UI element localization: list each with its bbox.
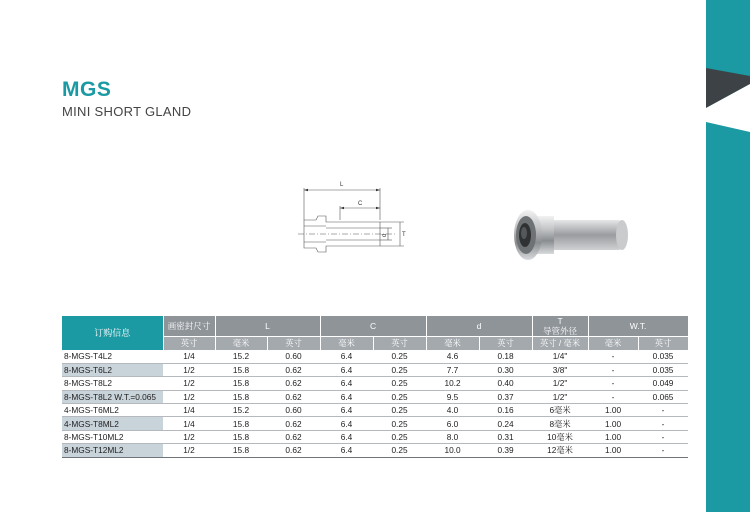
table-row: [62, 403, 688, 416]
dim-label-C: C: [358, 201, 363, 207]
table-cell: 3/8": [532, 363, 588, 376]
table-cell: 0.25: [373, 403, 426, 416]
unit-header: 毫米: [588, 337, 638, 350]
dim-label-d: d: [382, 233, 388, 237]
table-cell: 0.60: [267, 403, 320, 416]
table-cell: 0.25: [373, 417, 426, 430]
spec-table: [62, 316, 689, 458]
table-cell: 8毫米: [532, 417, 588, 430]
table-row: [62, 444, 688, 457]
table-row: [62, 430, 688, 443]
table-cell: 15.8: [215, 363, 267, 376]
table-cell: -: [588, 390, 638, 403]
unit-header: 毫米: [215, 337, 267, 350]
header-L: L: [215, 316, 320, 337]
table-cell: 8.0: [426, 430, 479, 443]
table-cell: 10毫米: [532, 430, 588, 443]
page-subtitle: MINI SHORT GLAND: [62, 104, 192, 119]
table-cell: 0.30: [479, 363, 532, 376]
table-cell: 1/2: [163, 377, 215, 390]
table-cell: 6.4: [320, 350, 373, 363]
part-number: 8-MGS-T6L2: [62, 363, 163, 376]
table-cell: 6.4: [320, 403, 373, 416]
table-row: [62, 377, 688, 390]
table-cell: 0.31: [479, 430, 532, 443]
table-cell: 4.6: [426, 350, 479, 363]
table-cell: 10.0: [426, 444, 479, 457]
table-cell: 0.25: [373, 444, 426, 457]
unit-header: 英寸: [163, 337, 215, 350]
table-row: [62, 390, 688, 403]
table-cell: -: [588, 350, 638, 363]
table-cell: 0.39: [479, 444, 532, 457]
header-order-info: 订购信息: [62, 316, 163, 350]
part-number: 8-MGS-T8L2: [62, 377, 163, 390]
header-d: d: [426, 316, 532, 337]
product-photo: [488, 196, 638, 276]
table-cell: 1/2: [163, 363, 215, 376]
table-cell: -: [638, 417, 688, 430]
table-cell: -: [588, 363, 638, 376]
table-cell: 0.25: [373, 350, 426, 363]
table-cell: 15.2: [215, 350, 267, 363]
table-cell: -: [638, 403, 688, 416]
table-cell: 0.18: [479, 350, 532, 363]
table-cell: 6.4: [320, 417, 373, 430]
table-cell: 6.4: [320, 363, 373, 376]
table-cell: 9.5: [426, 390, 479, 403]
table-cell: 15.8: [215, 444, 267, 457]
header-seal-size: 画密封尺寸: [163, 316, 215, 337]
table-cell: 1.00: [588, 430, 638, 443]
table-cell: 6.4: [320, 444, 373, 457]
table-cell: 1/2: [163, 390, 215, 403]
table-cell: 6.4: [320, 390, 373, 403]
header-wt: W.T.: [588, 316, 688, 337]
table-cell: 0.25: [373, 390, 426, 403]
table-cell: 0.065: [638, 390, 688, 403]
table-cell: 0.25: [373, 377, 426, 390]
table-cell: 0.60: [267, 350, 320, 363]
header-T: [532, 316, 588, 337]
table-cell: 0.62: [267, 363, 320, 376]
unit-header: 英寸: [373, 337, 426, 350]
table-cell: 0.25: [373, 430, 426, 443]
table-cell: 0.62: [267, 417, 320, 430]
technical-drawing: [296, 176, 416, 270]
table-cell: 1/4: [163, 417, 215, 430]
table-row: [62, 350, 688, 363]
table-cell: 7.7: [426, 363, 479, 376]
table-cell: 0.62: [267, 444, 320, 457]
table-cell: 0.62: [267, 430, 320, 443]
table-cell: 1/2": [532, 377, 588, 390]
table-cell: 0.049: [638, 377, 688, 390]
table-cell: -: [588, 377, 638, 390]
table-row: [62, 417, 688, 430]
table-cell: 1.00: [588, 444, 638, 457]
header-T-symbol: T: [557, 316, 563, 326]
unit-header: 英寸: [638, 337, 688, 350]
table-cell: 1/2: [163, 430, 215, 443]
table-row: [62, 363, 688, 376]
unit-header: 英寸: [479, 337, 532, 350]
page-title: MGS: [62, 78, 112, 101]
table-cell: 15.2: [215, 403, 267, 416]
table-cell: 0.035: [638, 363, 688, 376]
part-number: 8-MGS-T12ML2: [62, 444, 163, 457]
table-cell: 15.8: [215, 430, 267, 443]
table-cell: 1.00: [588, 417, 638, 430]
table-cell: 12毫米: [532, 444, 588, 457]
unit-header: 毫米: [426, 337, 479, 350]
table-cell: 1/2: [163, 444, 215, 457]
table-cell: -: [638, 430, 688, 443]
table-cell: 6.4: [320, 377, 373, 390]
table-cell: 1/4: [163, 403, 215, 416]
table-cell: 6毫米: [532, 403, 588, 416]
table-cell: 0.62: [267, 377, 320, 390]
header-T-desc: 导管外径: [543, 326, 578, 336]
side-decoration: [706, 0, 750, 512]
part-number: 8-MGS-T4L2: [62, 350, 163, 363]
dim-label-L: L: [340, 182, 344, 188]
table-cell: -: [638, 444, 688, 457]
table-cell: 10.2: [426, 377, 479, 390]
unit-header: 英寸: [267, 337, 320, 350]
header-C: C: [320, 316, 426, 337]
table-cell: 0.24: [479, 417, 532, 430]
table-cell: 0.37: [479, 390, 532, 403]
dim-label-T: T: [402, 232, 406, 238]
table-cell: 0.25: [373, 363, 426, 376]
part-number: 8-MGS-T10ML2: [62, 430, 163, 443]
table-cell: 6.4: [320, 430, 373, 443]
part-number: 4-MGS-T6ML2: [62, 403, 163, 416]
table-cell: 15.8: [215, 390, 267, 403]
table-cell: 1.00: [588, 403, 638, 416]
table-cell: 0.035: [638, 350, 688, 363]
table-cell: 15.8: [215, 377, 267, 390]
table-cell: 4.0: [426, 403, 479, 416]
table-cell: 1/4": [532, 350, 588, 363]
table-cell: 0.62: [267, 390, 320, 403]
table-cell: 1/4: [163, 350, 215, 363]
table-cell: 0.16: [479, 403, 532, 416]
table-cell: 1/2": [532, 390, 588, 403]
table-cell: 15.8: [215, 417, 267, 430]
unit-header: 毫米: [320, 337, 373, 350]
part-number: 8-MGS-T8L2 W.T.=0.065: [62, 390, 163, 403]
unit-header: 英寸 / 毫米: [532, 337, 588, 350]
table-cell: 0.40: [479, 377, 532, 390]
table-cell: 6.0: [426, 417, 479, 430]
part-number: 4-MGS-T8ML2: [62, 417, 163, 430]
